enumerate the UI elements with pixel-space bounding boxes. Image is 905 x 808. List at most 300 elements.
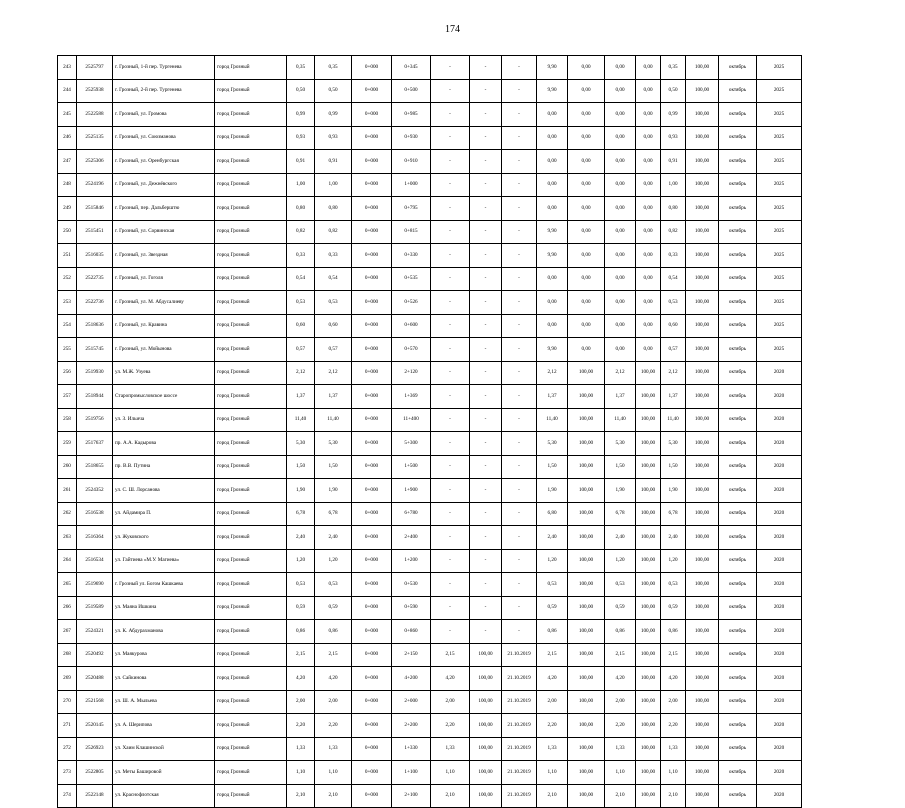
table-cell: 2,10 — [605, 784, 636, 808]
table-cell: 2020 — [757, 526, 802, 550]
table-cell: 0,50 — [661, 79, 686, 103]
table-cell: октябрь — [719, 620, 757, 644]
table-cell: - — [470, 432, 502, 456]
table-cell: 2,15 — [537, 643, 568, 667]
table-cell: 0,00 — [605, 103, 636, 127]
table-cell: 100,00 — [686, 502, 719, 526]
table-cell: 100,00 — [470, 643, 502, 667]
table-cell: 270 — [58, 690, 77, 714]
table-cell: - — [470, 620, 502, 644]
table-cell: 2,00 — [315, 690, 352, 714]
table-cell: 249 — [58, 197, 77, 221]
table-row — [58, 643, 802, 667]
table-cell: 100,00 — [568, 573, 605, 597]
table-cell: 5,30 — [287, 432, 315, 456]
table-cell: - — [470, 79, 502, 103]
table-cell: 100,00 — [568, 596, 605, 620]
table-cell: 2+400 — [392, 526, 431, 550]
table-cell: 2,20 — [431, 714, 470, 738]
table-cell: октябрь — [719, 220, 757, 244]
table-cell: - — [502, 549, 537, 573]
table-cell: 0,00 — [568, 173, 605, 197]
table-cell: ул. Хаим Клашинской — [113, 737, 215, 761]
table-cell: 0,00 — [605, 197, 636, 221]
table-cell: 2020 — [757, 502, 802, 526]
table-cell: 2+200 — [392, 714, 431, 738]
table-cell: 100,00 — [568, 761, 605, 785]
table-cell: 1,50 — [315, 455, 352, 479]
table-cell: - — [470, 408, 502, 432]
table-cell: 0,53 — [315, 291, 352, 315]
table-cell: 0,00 — [605, 244, 636, 268]
table-cell: 0,99 — [315, 103, 352, 127]
table-cell: город Грозный — [215, 314, 287, 338]
table-cell: 100,00 — [636, 385, 661, 409]
table-cell: 0+000 — [352, 173, 392, 197]
table-cell: - — [502, 126, 537, 150]
table-cell: октябрь — [719, 385, 757, 409]
table-cell: 2525135 — [77, 126, 113, 150]
table-cell: 0,00 — [568, 291, 605, 315]
table-cell: - — [431, 596, 470, 620]
table-cell: 100,00 — [686, 197, 719, 221]
table-cell: 268 — [58, 643, 77, 667]
table-cell: - — [431, 267, 470, 291]
table-cell: 0+000 — [352, 596, 392, 620]
table-cell: 2,10 — [315, 784, 352, 808]
table-cell: 2522588 — [77, 103, 113, 127]
table-cell: 0,53 — [537, 573, 568, 597]
table-cell: 0+345 — [392, 56, 431, 80]
table-cell: 2+100 — [392, 784, 431, 808]
table-cell: 2025 — [757, 197, 802, 221]
table-cell: - — [502, 150, 537, 174]
table-cell: 0+000 — [352, 56, 392, 80]
table-cell: 0,00 — [605, 267, 636, 291]
table-cell: 100,00 — [636, 573, 661, 597]
table-cell: 0,82 — [287, 220, 315, 244]
table-cell: 100,00 — [686, 79, 719, 103]
table-cell: город Грозный — [215, 596, 287, 620]
table-row — [58, 103, 802, 127]
table-cell: - — [431, 103, 470, 127]
table-cell: ул. З. Ильича — [113, 408, 215, 432]
table-cell: 0+000 — [352, 126, 392, 150]
table-cell: 0,00 — [605, 338, 636, 362]
table-cell: - — [431, 291, 470, 315]
table-cell: 1+330 — [392, 737, 431, 761]
table-cell: 0+795 — [392, 197, 431, 221]
table-cell: 1,50 — [287, 455, 315, 479]
table-cell: 2020 — [757, 643, 802, 667]
table-cell: город Грозный — [215, 197, 287, 221]
table-cell: 0+910 — [392, 150, 431, 174]
table-cell: октябрь — [719, 314, 757, 338]
table-cell: 5+300 — [392, 432, 431, 456]
table-cell: 2025 — [757, 244, 802, 268]
table-cell: 100,00 — [686, 173, 719, 197]
table-cell: 2025 — [757, 126, 802, 150]
table-row — [58, 267, 802, 291]
table-cell: 0,00 — [636, 150, 661, 174]
table-cell: 6+780 — [392, 502, 431, 526]
table-cell: 0,00 — [605, 56, 636, 80]
table-cell: 247 — [58, 150, 77, 174]
table-cell: 0,53 — [315, 573, 352, 597]
table-cell: 246 — [58, 126, 77, 150]
table-cell: октябрь — [719, 667, 757, 691]
table-cell: 0,57 — [315, 338, 352, 362]
table-cell: 251 — [58, 244, 77, 268]
table-cell: ул. Краснофлотская — [113, 784, 215, 808]
table-cell: - — [502, 103, 537, 127]
table-cell: 0+530 — [392, 573, 431, 597]
table-cell: 0,00 — [636, 56, 661, 80]
table-cell: 11+400 — [392, 408, 431, 432]
table-cell: - — [431, 79, 470, 103]
table-cell: - — [431, 150, 470, 174]
table-cell: 100,00 — [686, 244, 719, 268]
table-cell: 9,90 — [537, 220, 568, 244]
table-cell: город Грозный — [215, 385, 287, 409]
table-cell: - — [431, 526, 470, 550]
table-cell: 2020 — [757, 573, 802, 597]
table-cell: 9,90 — [537, 56, 568, 80]
table-cell: октябрь — [719, 479, 757, 503]
table-cell: 9,90 — [537, 244, 568, 268]
table-cell: г. Грозный, ул. Гоголя — [113, 267, 215, 291]
table-cell: 5,30 — [315, 432, 352, 456]
table-cell: 21.10.2019 — [502, 761, 537, 785]
table-cell: ул. Маяна Ишкина — [113, 596, 215, 620]
table-cell: 100,00 — [686, 714, 719, 738]
table-cell: 1,20 — [661, 549, 686, 573]
table-cell: 244 — [58, 79, 77, 103]
table-cell: 2516534 — [77, 549, 113, 573]
table-cell: - — [470, 220, 502, 244]
table-cell: - — [431, 549, 470, 573]
road-table — [57, 55, 802, 808]
table-cell: город Грозный — [215, 784, 287, 808]
table-cell: 100,00 — [568, 737, 605, 761]
table-cell: 2,15 — [315, 643, 352, 667]
table-row — [58, 549, 802, 573]
table-cell: 0+000 — [352, 338, 392, 362]
table-cell: 5,30 — [661, 432, 686, 456]
table-cell: 100,00 — [636, 361, 661, 385]
table-cell: 1+000 — [392, 173, 431, 197]
table-cell: 2025 — [757, 314, 802, 338]
table-cell: 21.10.2019 — [502, 714, 537, 738]
table-row — [58, 714, 802, 738]
table-cell: 0,33 — [661, 244, 686, 268]
table-cell: 100,00 — [686, 314, 719, 338]
table-cell: 4,20 — [315, 667, 352, 691]
table-cell: 100,00 — [686, 690, 719, 714]
table-cell: 100,00 — [636, 667, 661, 691]
table-cell: 1,20 — [315, 549, 352, 573]
table-cell: - — [431, 197, 470, 221]
table-cell: 100,00 — [686, 103, 719, 127]
table-cell: 2020 — [757, 761, 802, 785]
table-cell: 0,00 — [636, 173, 661, 197]
table-cell: 0,57 — [287, 338, 315, 362]
table-cell: 100,00 — [470, 714, 502, 738]
table-cell: 0,00 — [636, 126, 661, 150]
table-cell: - — [431, 432, 470, 456]
table-cell: 1,10 — [537, 761, 568, 785]
table-cell: 2,10 — [287, 784, 315, 808]
table-cell: октябрь — [719, 455, 757, 479]
table-cell: 0,00 — [568, 56, 605, 80]
table-cell: 5,30 — [605, 432, 636, 456]
table-cell: 100,00 — [568, 385, 605, 409]
table-cell: - — [431, 244, 470, 268]
table-cell: 2515451 — [77, 220, 113, 244]
table-cell: 0,50 — [315, 79, 352, 103]
table-cell: 100,00 — [568, 408, 605, 432]
table-cell: 100,00 — [686, 267, 719, 291]
table-cell: 2020 — [757, 385, 802, 409]
table-cell: 2519756 — [77, 408, 113, 432]
table-cell: 0,60 — [661, 314, 686, 338]
table-cell: 1,33 — [315, 737, 352, 761]
table-row — [58, 455, 802, 479]
table-row — [58, 150, 802, 174]
table-cell: город Грозный — [215, 56, 287, 80]
table-cell: 100,00 — [686, 667, 719, 691]
table-cell: 11,40 — [537, 408, 568, 432]
table-cell: 2020 — [757, 361, 802, 385]
table-cell: 2,12 — [315, 361, 352, 385]
table-cell: 0,80 — [287, 197, 315, 221]
table-cell: 2522736 — [77, 291, 113, 315]
table-row — [58, 385, 802, 409]
table-cell: 0,35 — [315, 56, 352, 80]
table-cell: - — [431, 385, 470, 409]
table-cell: 2025 — [757, 267, 802, 291]
table-cell: 100,00 — [568, 714, 605, 738]
table-cell: 11,40 — [287, 408, 315, 432]
table-cell: 1,90 — [661, 479, 686, 503]
table-row — [58, 667, 802, 691]
table-cell: 2,00 — [431, 690, 470, 714]
table-cell: 1,33 — [287, 737, 315, 761]
table-cell: пр. В.В. Путина — [113, 455, 215, 479]
table-row — [58, 197, 802, 221]
table-cell: - — [502, 502, 537, 526]
table-cell: 0,86 — [537, 620, 568, 644]
table-cell: 1,33 — [605, 737, 636, 761]
table-cell: 100,00 — [636, 549, 661, 573]
table-cell: 2,12 — [287, 361, 315, 385]
table-cell: 2520145 — [77, 714, 113, 738]
table-cell: 0,53 — [661, 291, 686, 315]
table-cell: город Грозный — [215, 220, 287, 244]
table-cell: 2,20 — [537, 714, 568, 738]
table-cell: 0,93 — [661, 126, 686, 150]
table-cell: 2518944 — [77, 385, 113, 409]
table-cell: октябрь — [719, 408, 757, 432]
table-cell: 100,00 — [568, 455, 605, 479]
table-cell: 100,00 — [686, 643, 719, 667]
table-row — [58, 314, 802, 338]
table-cell: 2520492 — [77, 643, 113, 667]
table-cell: 4,20 — [431, 667, 470, 691]
table-cell: 100,00 — [568, 361, 605, 385]
table-cell: октябрь — [719, 549, 757, 573]
table-cell: октябрь — [719, 502, 757, 526]
table-cell: 100,00 — [686, 761, 719, 785]
table-cell: октябрь — [719, 150, 757, 174]
table-cell: 1,37 — [605, 385, 636, 409]
table-cell: г. Грозный, 2-й пер. Тургенева — [113, 79, 215, 103]
table-cell: октябрь — [719, 690, 757, 714]
table-cell: 11,40 — [661, 408, 686, 432]
table-cell: 2,00 — [661, 690, 686, 714]
table-cell: 0+000 — [352, 643, 392, 667]
table-cell: - — [502, 408, 537, 432]
table-cell: 0+000 — [352, 432, 392, 456]
table-cell: 0+000 — [352, 244, 392, 268]
table-cell: город Грозный — [215, 455, 287, 479]
table-cell: город Грозный — [215, 573, 287, 597]
table-cell: - — [431, 338, 470, 362]
table-cell: 0,99 — [287, 103, 315, 127]
table-cell: 1,37 — [661, 385, 686, 409]
table-cell: 0+000 — [352, 408, 392, 432]
table-cell: 0,91 — [315, 150, 352, 174]
table-cell: октябрь — [719, 126, 757, 150]
table-cell: 0+000 — [352, 79, 392, 103]
table-cell: октябрь — [719, 56, 757, 80]
table-cell: - — [431, 573, 470, 597]
table-cell: 0,60 — [315, 314, 352, 338]
table-cell: октябрь — [719, 361, 757, 385]
table-row — [58, 173, 802, 197]
table-cell: октябрь — [719, 761, 757, 785]
table-cell: 0,57 — [661, 338, 686, 362]
table-cell: 1,10 — [605, 761, 636, 785]
table-cell: - — [470, 197, 502, 221]
table-cell: 2522148 — [77, 784, 113, 808]
table-cell: 0,00 — [636, 338, 661, 362]
table-cell: город Грозный — [215, 338, 287, 362]
table-cell: - — [470, 385, 502, 409]
table-cell: 4,20 — [537, 667, 568, 691]
table-cell: город Грозный — [215, 361, 287, 385]
table-cell: 0,80 — [661, 197, 686, 221]
table-cell: 2,12 — [537, 361, 568, 385]
table-cell: 0+000 — [352, 150, 392, 174]
table-row — [58, 502, 802, 526]
table-cell: - — [470, 596, 502, 620]
table-cell: октябрь — [719, 573, 757, 597]
table-cell: - — [470, 150, 502, 174]
table-cell: г. Грозный, ул. Дежнёвского — [113, 173, 215, 197]
table-cell: 1,20 — [287, 549, 315, 573]
table-cell: город Грозный — [215, 667, 287, 691]
table-cell: город Грозный — [215, 408, 287, 432]
table-cell: 100,00 — [686, 526, 719, 550]
table-cell: г. Грозный ул. Богом Кашкаева — [113, 573, 215, 597]
table-cell: 0+000 — [352, 620, 392, 644]
table-cell: 100,00 — [686, 385, 719, 409]
table-cell: 269 — [58, 667, 77, 691]
table-cell: 0,00 — [605, 314, 636, 338]
table-cell: 9,90 — [537, 79, 568, 103]
table-cell: 100,00 — [686, 126, 719, 150]
table-row — [58, 338, 802, 362]
table-cell: 0+000 — [352, 291, 392, 315]
table-cell: 266 — [58, 596, 77, 620]
table-cell: ул. Жуковского — [113, 526, 215, 550]
table-cell: 2,10 — [431, 784, 470, 808]
table-cell: г. Грозный, ул. Громова — [113, 103, 215, 127]
table-cell: - — [470, 502, 502, 526]
table-cell: - — [502, 197, 537, 221]
table-cell: 0+000 — [352, 361, 392, 385]
table-cell: 100,00 — [636, 643, 661, 667]
table-cell: октябрь — [719, 197, 757, 221]
table-cell: 100,00 — [686, 620, 719, 644]
table-cell: 6,80 — [537, 502, 568, 526]
table-cell: 0,00 — [568, 338, 605, 362]
table-cell: 0,59 — [537, 596, 568, 620]
table-cell: 0,00 — [568, 314, 605, 338]
table-cell: - — [502, 620, 537, 644]
table-cell: 1,10 — [315, 761, 352, 785]
table-cell: 100,00 — [686, 784, 719, 808]
table-cell: - — [431, 314, 470, 338]
table-cell: 0,82 — [315, 220, 352, 244]
table-cell: 0+000 — [352, 197, 392, 221]
table-cell: 2,40 — [605, 526, 636, 550]
table-cell: 264 — [58, 549, 77, 573]
table-cell: г. Грозный, ул. Союзманова — [113, 126, 215, 150]
table-cell: октябрь — [719, 267, 757, 291]
table-cell: 2519930 — [77, 361, 113, 385]
table-cell: 0+570 — [392, 338, 431, 362]
table-cell: 0+000 — [352, 714, 392, 738]
table-cell: - — [502, 79, 537, 103]
table-cell: 0+000 — [352, 784, 392, 808]
table-cell: 100,00 — [686, 573, 719, 597]
table-cell: - — [470, 56, 502, 80]
table-cell: 100,00 — [686, 56, 719, 80]
table-cell: 100,00 — [686, 455, 719, 479]
table-cell: 0+000 — [352, 103, 392, 127]
table-cell: - — [470, 267, 502, 291]
table-cell: - — [431, 361, 470, 385]
table-cell: октябрь — [719, 338, 757, 362]
table-cell: 0+500 — [392, 79, 431, 103]
table-cell: 0,91 — [661, 150, 686, 174]
table-cell: город Грозный — [215, 479, 287, 503]
table-cell: 100,00 — [636, 690, 661, 714]
table-cell: ул. С. Ш. Лорсанова — [113, 479, 215, 503]
table-cell: 0,99 — [661, 103, 686, 127]
table-cell: 273 — [58, 761, 77, 785]
table-cell: - — [431, 502, 470, 526]
table-cell: 0+985 — [392, 103, 431, 127]
table-cell: 2,10 — [661, 784, 686, 808]
table-cell: 100,00 — [568, 432, 605, 456]
table-cell: 2525938 — [77, 79, 113, 103]
table-cell: 6,78 — [605, 502, 636, 526]
table-cell: - — [470, 314, 502, 338]
table-cell: ул. Гайтиева «М.У. Магиева» — [113, 549, 215, 573]
